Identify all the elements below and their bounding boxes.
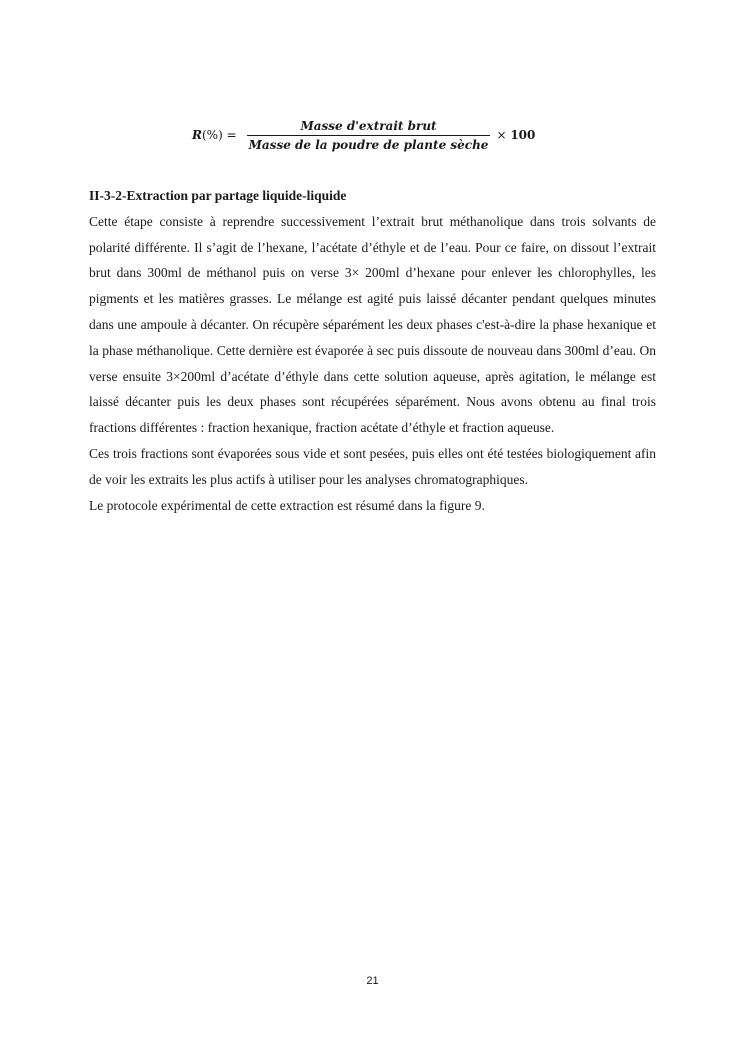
formula-denominator: Masse de la poudre de plante sèche <box>248 137 489 152</box>
page-number: 21 <box>366 975 379 987</box>
formula-lhs-symbol: R <box>192 128 202 142</box>
formula-numerator: Masse d'extrait brut <box>300 118 437 133</box>
section-heading: II-3-2-Extraction par partage liquide-liquide <box>89 188 347 203</box>
formula-fraction <box>247 119 491 152</box>
formula-factor: 100 <box>510 128 536 142</box>
formula-lhs-rest: (%) = <box>201 128 237 142</box>
yield-formula <box>192 113 535 157</box>
formula-rhs <box>496 128 535 142</box>
formula-lhs <box>192 128 237 142</box>
paragraph-procedure: Cette étape consiste à reprendre successivement l’extrait brut méthanolique dans trois solvants de polarité différente. Il s’agit de l’hexane, l’acétate d’éthyle et de l’eau. Pour ce faire, on dissout l’extrait brut dans 300ml de méthanol puis on verse 3× 200ml d’hexane pour enlever les chlorophylles, les pigments et les matières grasses. Le mélange est agité puis laissé décanter pendant quelques minutes dans une ampoule à décanter. On récupère séparément les deux phases c'est-à-dire la phase hexanique et la phase méthanolique. Cette dernière est évaporée à sec puis dissoute de nouveau dans 300ml d’eau. On verse ensuite 3×200ml d’acétate d’éthyle dans cette solution aqueuse, après agitation, le mélange est laissé décanter puis les deux phases sont récupérées séparément. Nous avons obtenu au final trois fractions différentes : fraction hexanique, fraction acétate d’éthyle et fraction aqueuse. <box>89 213 656 436</box>
section-content <box>89 183 656 518</box>
formula-times: × <box>496 128 507 142</box>
paragraph-evaporation: Ces trois fractions sont évaporées sous vide et sont pesées, puis elles ont été testées biologiquement afin de voir les extraits les plus actifs à utiliser pour les analyses chromatographiques. <box>89 445 656 487</box>
paragraph-figure-reference: Le protocole expérimental de cette extraction est résumé dans la figure 9. <box>89 497 485 513</box>
